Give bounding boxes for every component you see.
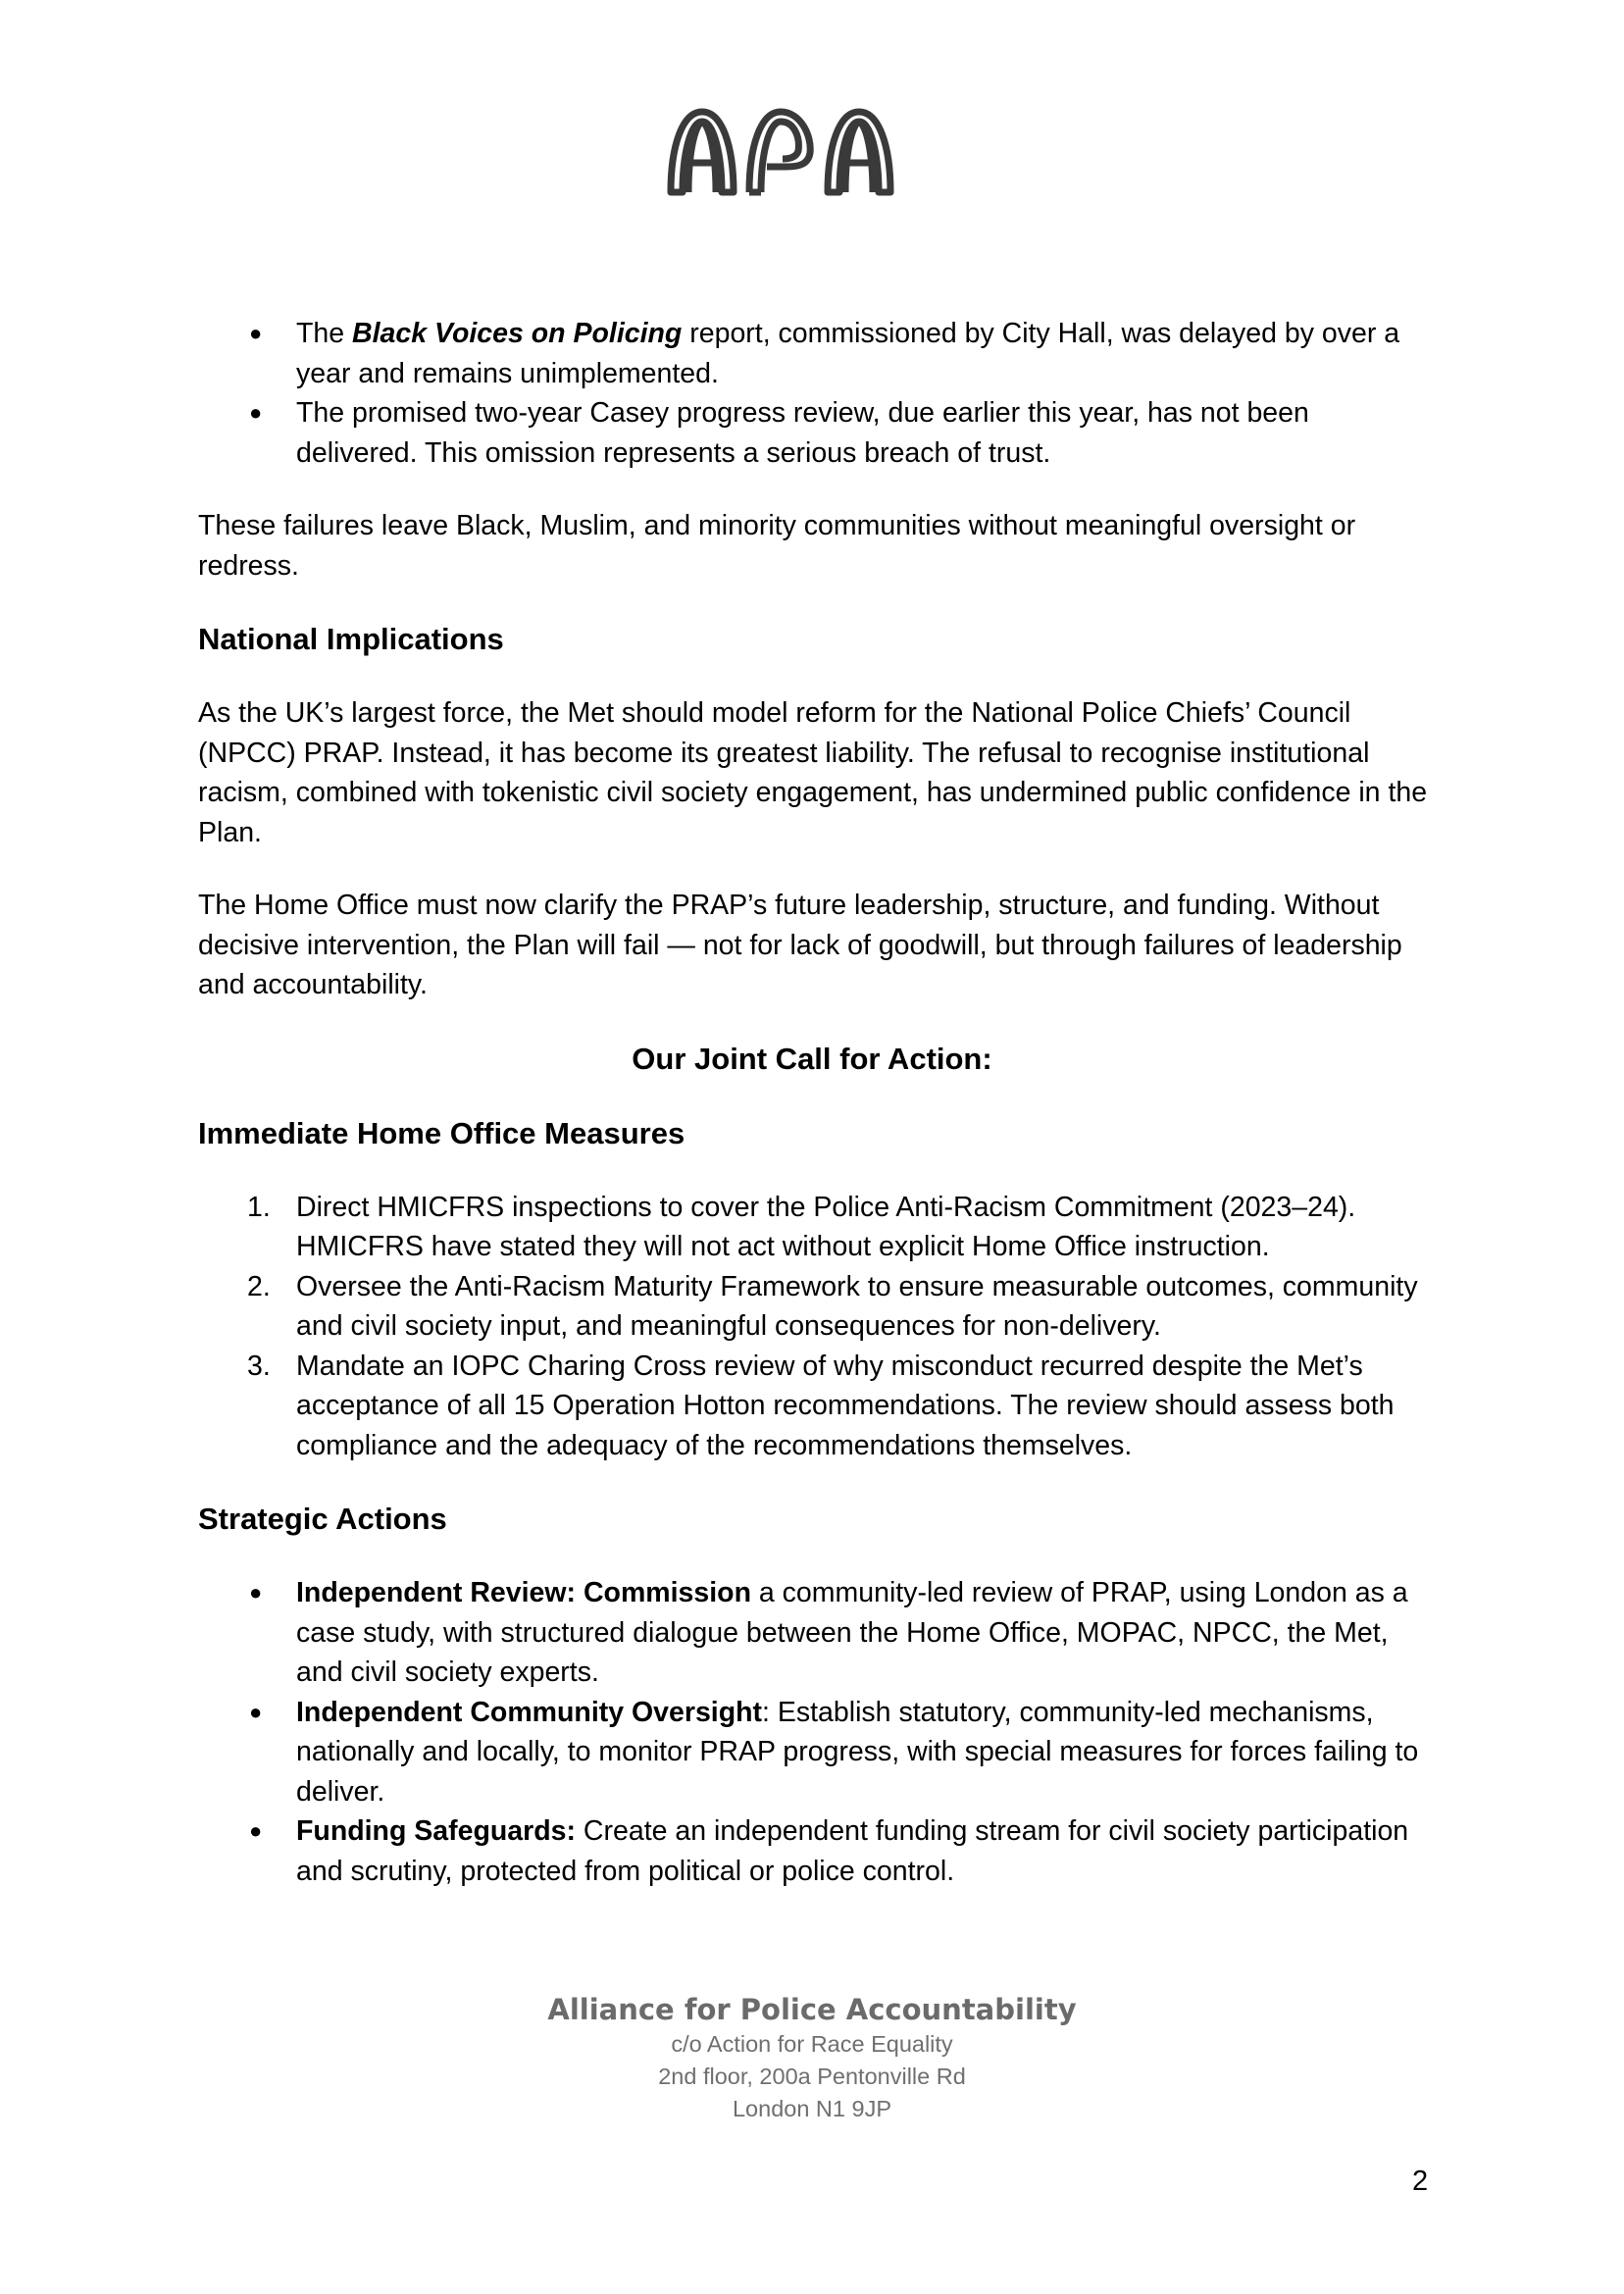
immediate-measures-list bbox=[198, 1188, 1434, 1466]
intro-paragraph: These failures leave Black, Muslim, and minority communities without meaningful oversight or redress. bbox=[198, 510, 1356, 582]
strategic-actions-list bbox=[198, 1573, 1434, 1891]
page-footer bbox=[0, 1991, 1624, 2125]
action-title: Independent Community Oversight bbox=[296, 1696, 763, 1728]
document-body bbox=[198, 314, 1434, 1891]
page-number: 2 bbox=[1412, 2166, 1429, 2197]
section-heading-national: National Implications bbox=[198, 622, 504, 656]
address-line: 2nd floor, 200a Pentonville Rd bbox=[658, 2064, 966, 2089]
bullet-icon: ● bbox=[249, 1699, 263, 1724]
apa-logo bbox=[665, 106, 900, 196]
list-number: 3. bbox=[247, 1350, 271, 1382]
list-item: ● The promised two-year Casey progress review, due earlier this year, has not been delivered. This omission represents a serious breach of trust. bbox=[198, 393, 1434, 473]
bullet-icon: ● bbox=[249, 1580, 263, 1605]
action-title: Independent Review: Commission bbox=[296, 1577, 751, 1608]
report-title: Black Voices on Policing bbox=[352, 318, 683, 349]
address-line: c/o Action for Race Equality bbox=[671, 2031, 953, 2057]
bullet-icon: ● bbox=[249, 400, 263, 425]
intro-bullet-list bbox=[198, 314, 1434, 473]
bullet-icon: ● bbox=[249, 321, 263, 345]
bullet-icon: ● bbox=[249, 1818, 263, 1843]
list-item: 3. Mandate an IOPC Charing Cross review of why misconduct recurred despite the Met’s acceptance of all 15 Operation Hotton recommendations. The review should assess both compliance and the adequacy of the recommendations themselves. bbox=[198, 1347, 1434, 1466]
national-paragraph-1: As the UK’s largest force, the Met should model reform for the National Police Chiefs’ Council (NPCC) PRAP. Instead, it has become its greatest liability. The refusal to recognise institutional racism, combined with tokenistic civil society engagement, has undermined public confidence in the Plan. bbox=[198, 697, 1428, 848]
list-number: 1. bbox=[247, 1191, 271, 1223]
list-item: ● Independent Community Oversight: Establish statutory, community-led mechanisms, nationally and locally, to monitor PRAP progress, with special measures for forces failing to deliver. bbox=[198, 1693, 1434, 1812]
address-line: London N1 9JP bbox=[732, 2096, 891, 2121]
list-item: ● Independent Review: Commission a community-led review of PRAP, using London as a case study, with structured dialogue between the Home Office, MOPAC, NPCC, the Met, and civil society experts. bbox=[198, 1573, 1434, 1693]
organisation-name: Alliance for Police Accountability bbox=[547, 1993, 1077, 2026]
action-title: Funding Safeguards: bbox=[296, 1815, 576, 1847]
list-item: 1. Direct HMICFRS inspections to cover the Police Anti-Racism Commitment (2023–24). HMICFRS have stated they will not act without explicit Home Office instruction. bbox=[198, 1188, 1434, 1267]
section-heading-immediate: Immediate Home Office Measures bbox=[198, 1115, 685, 1150]
list-item: ● The Black Voices on Policing report, commissioned by City Hall, was delayed by over a year and remains unimplemented. bbox=[198, 314, 1434, 393]
list-item: ● Funding Safeguards: Create an independent funding stream for civil society participation and scrutiny, protected from political or police control. bbox=[198, 1811, 1434, 1891]
apa-logo-icon bbox=[665, 106, 900, 196]
section-heading-strategic: Strategic Actions bbox=[198, 1502, 447, 1536]
list-number: 2. bbox=[247, 1270, 271, 1302]
national-paragraph-2: The Home Office must now clarify the PRAP’s future leadership, structure, and funding. Without decisive intervention, the Plan will fail — not for lack of goodwill, but through failures of leadership and accountability. bbox=[198, 890, 1402, 1000]
list-item: 2. Oversee the Anti-Racism Maturity Framework to ensure measurable outcomes, community and civil society input, and meaningful consequences for non-delivery. bbox=[198, 1267, 1434, 1347]
call-for-action-heading: Our Joint Call for Action: bbox=[632, 1041, 992, 1076]
